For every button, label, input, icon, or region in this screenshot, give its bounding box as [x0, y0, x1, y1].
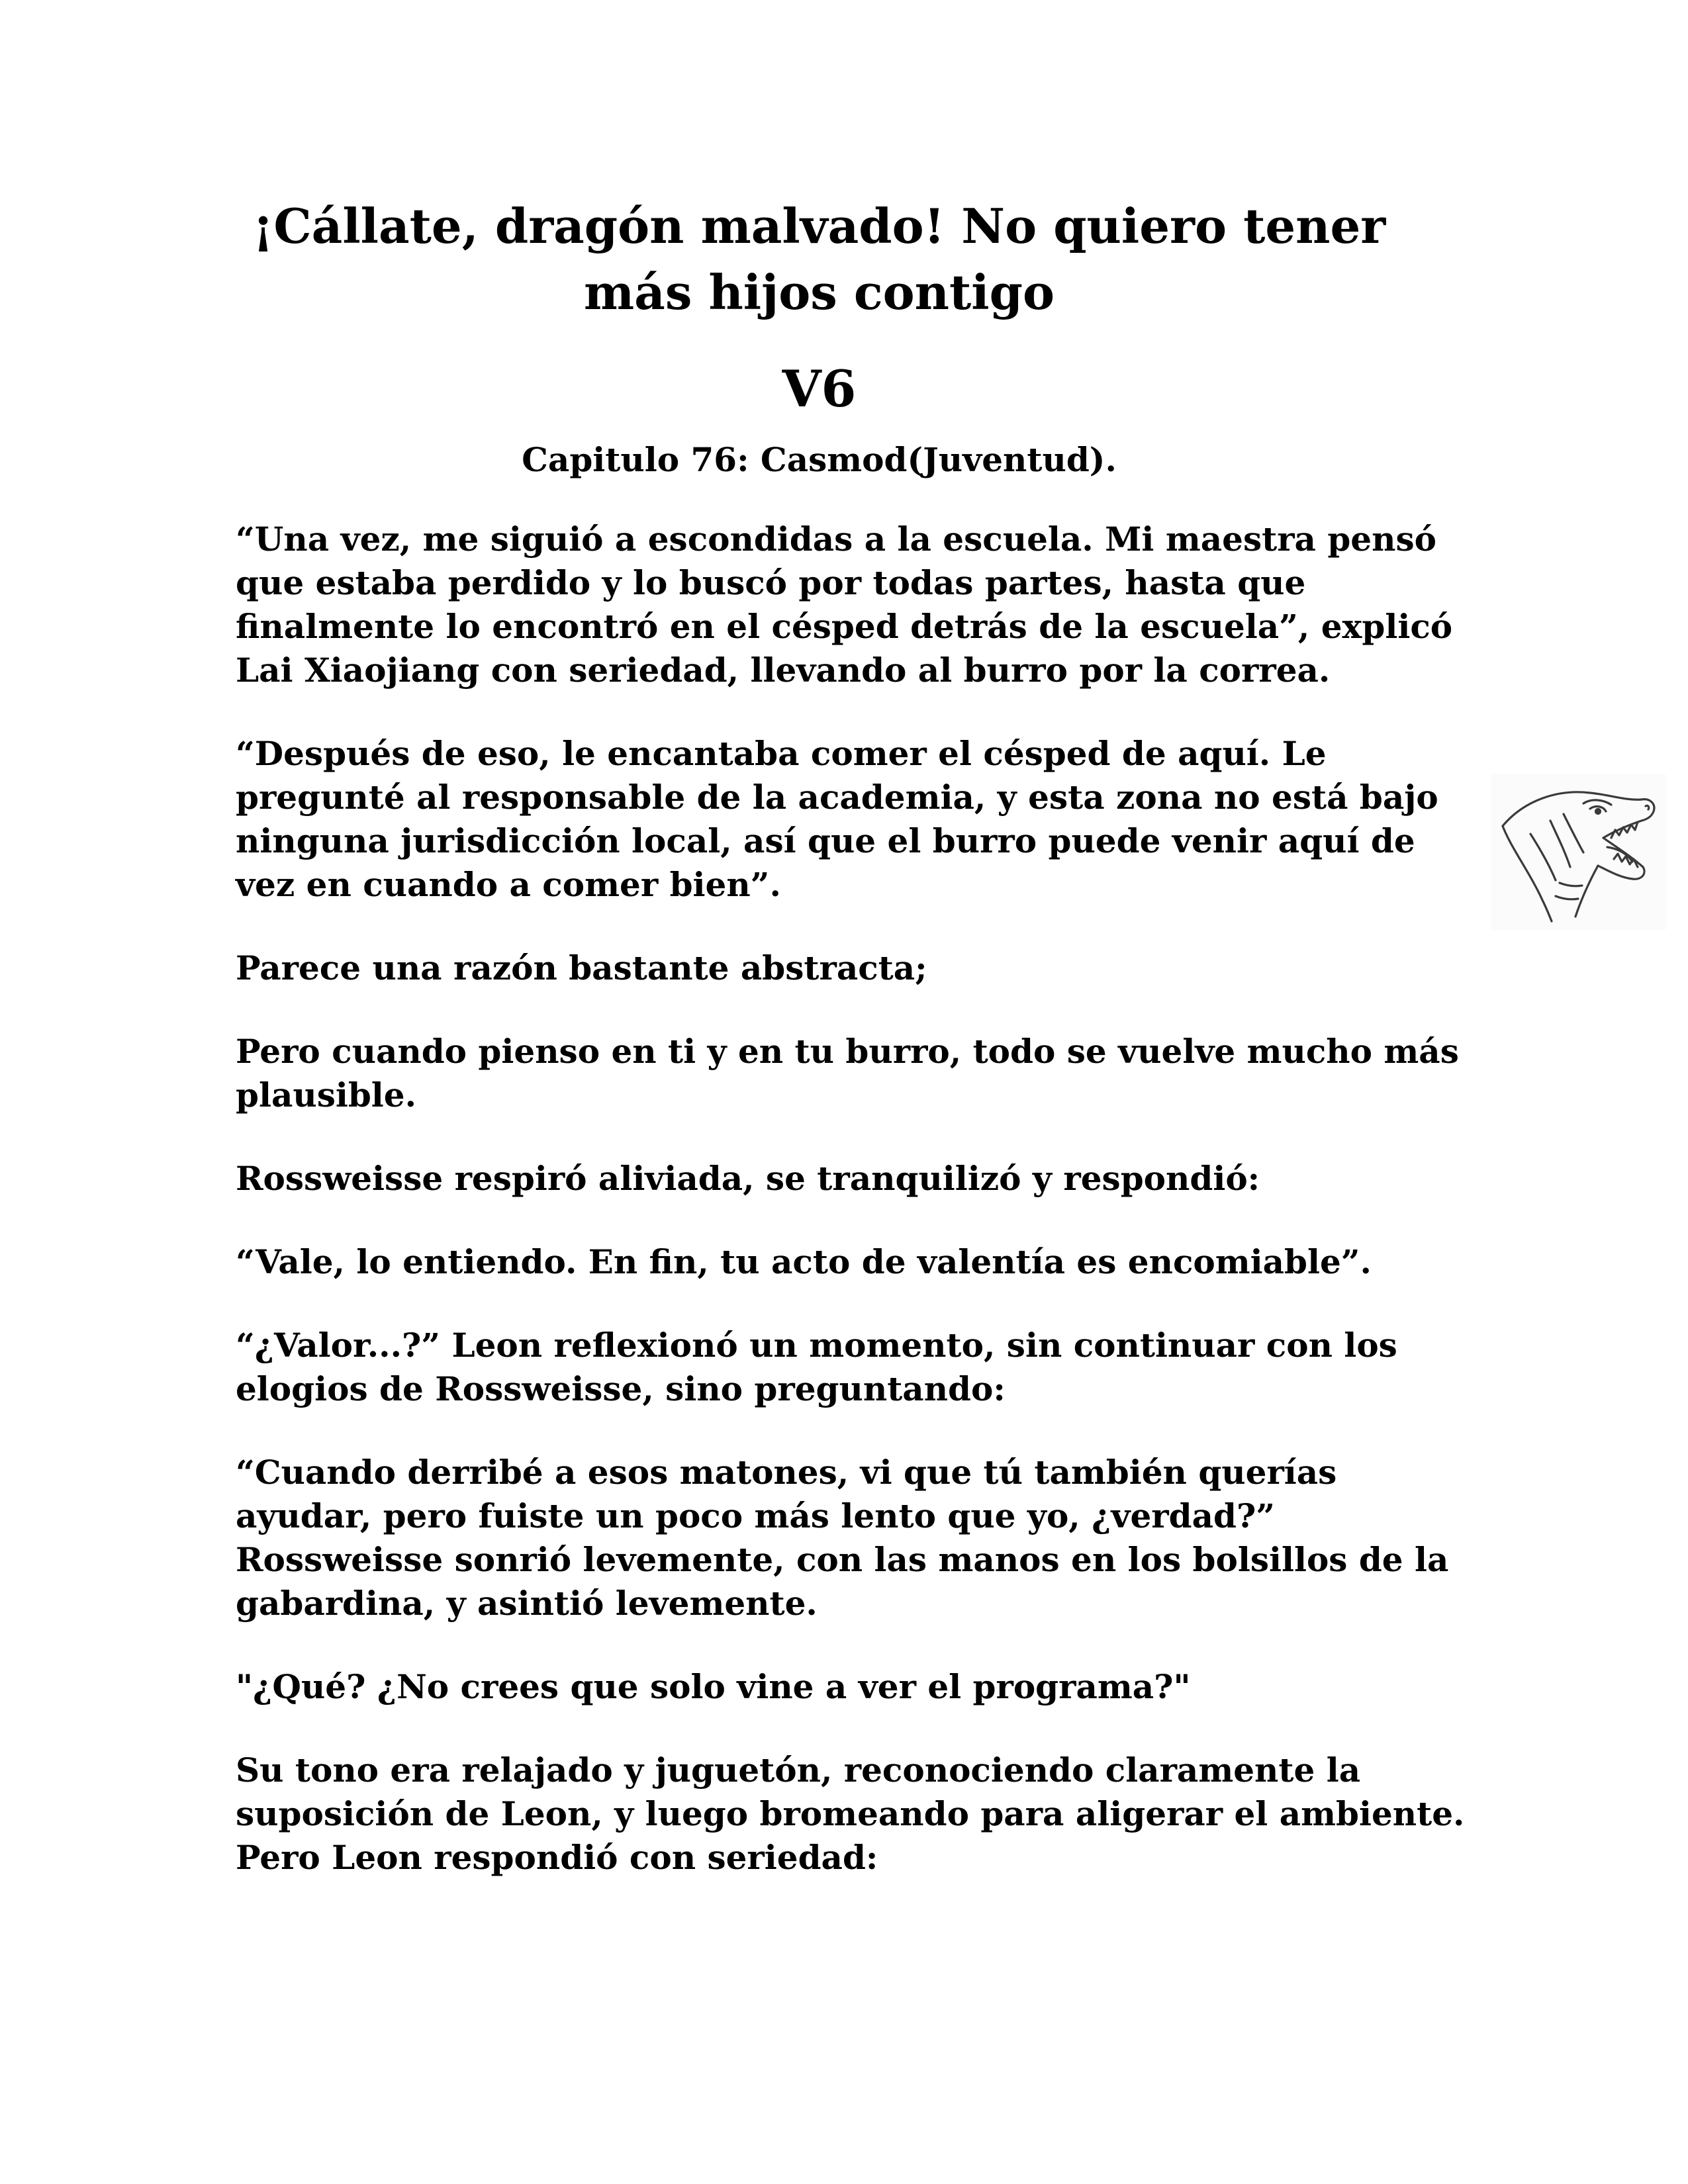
paragraph: “¿Valor...?” Leon reflexionó un momento, sin continuar con los elogios de Rossweisse, sino preguntando: — [236, 1326, 1397, 1408]
paragraph: “Después de eso, le encantaba comer el césped de aquí. Le pregunté al responsable de la academia, y esta zona no está bajo ninguna jurisdicción local, así que el burro puede venir aquí de vez en cuando a comer bien”. — [236, 734, 1438, 904]
paragraph: Pero cuando pienso en ti y en tu burro, todo se vuelve mucho más plausible. — [236, 1032, 1459, 1115]
dinosaur-head-sketch-icon — [1491, 774, 1666, 930]
paragraph: Parece una razón bastante abstracta; — [236, 948, 927, 987]
paragraph: Su tono era relajado y juguetón, reconociendo claramente la suposición de Leon, y luego bromeando para aligerar el ambiente. Pero Leon respondió con seriedad: — [236, 1751, 1465, 1877]
paragraph: "¿Qué? ¿No crees que solo vine a ver el programa?" — [236, 1667, 1191, 1706]
document-title: ¡Cállate, dragón malvado! No quiero tener más hijos contigo — [252, 198, 1386, 320]
paragraph: “Cuando derribé a esos matones, vi que tú también querías ayudar, pero fuiste un poco más lento que yo, ¿verdad?” Rossweisse sonrió levemente, con las manos en los bolsillos de la gabardina, y asintió levemente. — [236, 1453, 1449, 1623]
paragraph: “Vale, lo entiendo. En fin, tu acto de valentía es encomiable”. — [236, 1242, 1372, 1281]
chapter-body — [236, 518, 1467, 1919]
volume-label: V6 — [782, 359, 857, 418]
paragraph: “Una vez, me siguió a escondidas a la escuela. Mi maestra pensó que estaba perdido y lo buscó por todas partes, hasta que finalmente lo encontró en el césped detrás de la escuela”, explicó Lai Xiaojiang con seriedad, llevando al burro por la correa. — [236, 520, 1453, 690]
chapter-heading: Capitulo 76: Casmod(Juventud). — [522, 440, 1117, 479]
paragraph: Rossweisse respiró aliviada, se tranquilizó y respondió: — [236, 1159, 1260, 1198]
